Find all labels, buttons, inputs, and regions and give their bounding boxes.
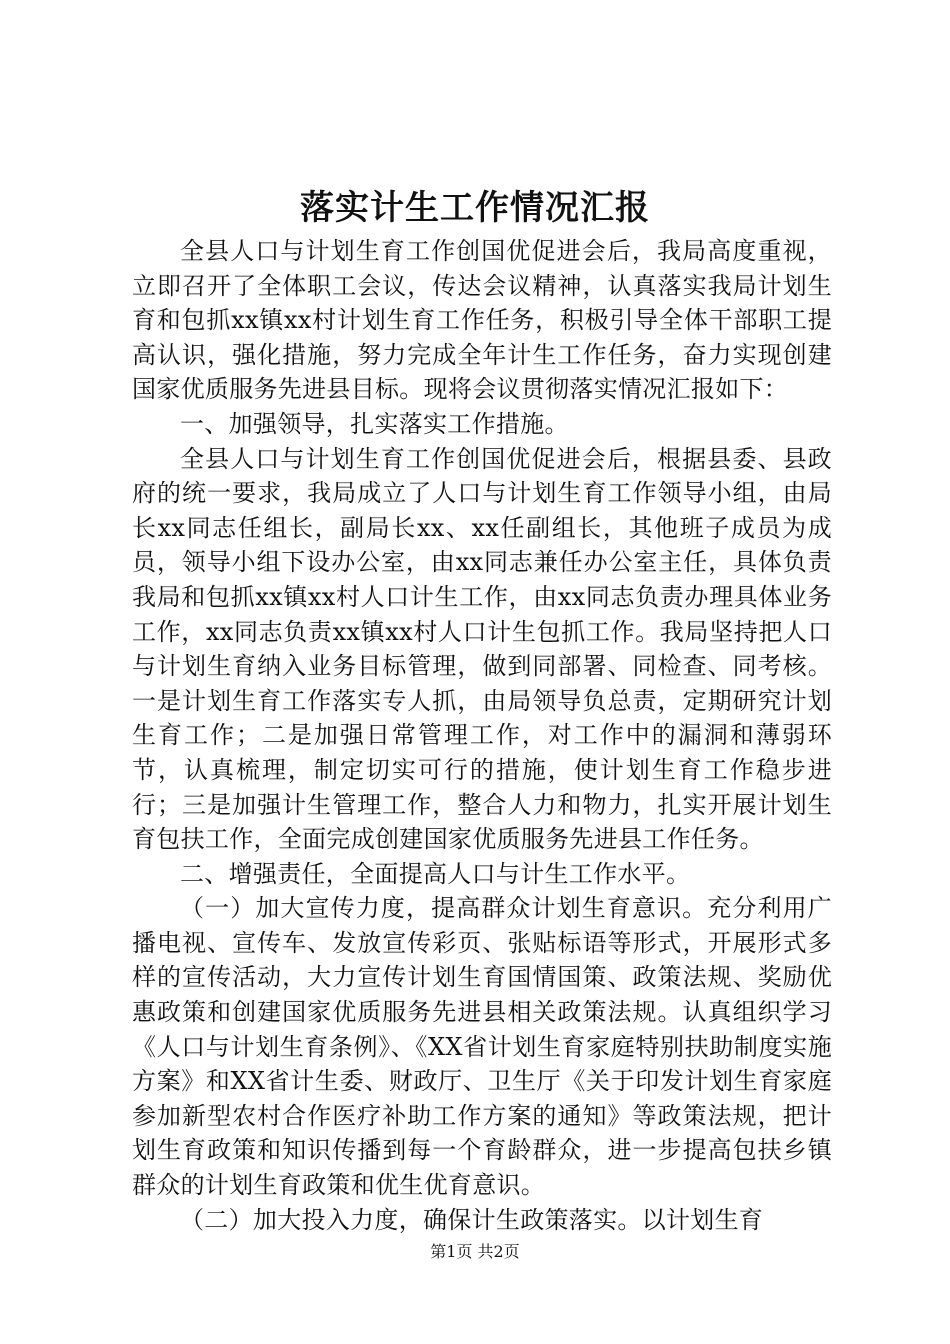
paragraph-heading-1: 一、加强领导，扎实落实工作措施。	[180, 409, 569, 438]
paragraph-heading-2: 二、增强责任，全面提高人口与计生工作水平。	[180, 859, 691, 888]
paragraph-subsection-1: （一）加大宣传力度，提高群众计划生育意识。充分利用广播电视、宣传车、发放宣传彩页、张贴标语等形式，开展形式多样的宣传活动，大力宣传计划生育国情国策、政策法规、奖励优惠政策和创建国家优质服务先进县相关政策法规。认真组织学习《人口与计划生育条例》、《XX省计划生育家庭特别扶助制度实施方案》和XX省计生委、财政厅、卫生厅《关于印发计划生育家庭参加新型农村合作医疗补助工作方案的通知》等政策法规，把计划生育政策和知识传播到每一个育龄群众，进一步提高包扶乡镇群众的计划生育政策和优生优育意识。	[132, 894, 832, 1200]
paragraph-intro: 全县人口与计划生育工作创国优促进会后，我局高度重视，立即召开了全体职工会议，传达会议精神，认真落实我局计划生育和包抓xx镇xx村计划生育工作任务，积极引导全体干部职工提高认识，强化措施，努力完成全年计生工作任务，奋力实现创建国家优质服务先进县目标。现将会议贯彻落实情况汇报如下：	[132, 237, 832, 404]
page-footer: 第1页 共2页	[430, 1242, 520, 1261]
paragraph-section-1: 全县人口与计划生育工作创国优促进会后，根据县委、县政府的统一要求，我局成立了人口与计划生育工作领导小组，由局长xx同志任组长，副局长xx、xx任副组长，其他班子成员为成员，领导小组下设办公室，由xx同志兼任办公室主任，具体负责我局和包抓xx镇xx村人口计生工作，由xx同志负责办理具体业务工作，xx同志负责xx镇xx村人口计生包抓工作。我局坚持把人口与计划生育纳入业务目标管理，做到同部署、同检查、同考核。一是计划生育工作落实专人抓，由局领导负总责，定期研究计划生育工作；二是加强日常管理工作，对工作中的漏洞和薄弱环节，认真梳理，制定切实可行的措施，使计划生育工作稳步进行；三是加强计生管理工作，整合人力和物力，扎实开展计划生育包扶工作，全面完成创建国家优质服务先进县工作任务。	[132, 444, 832, 854]
document-body	[132, 234, 832, 1237]
document-title: 落实计生工作情况汇报	[300, 188, 650, 228]
paragraph-subsection-2: （二）加大投入力度，确保计生政策落实。以计划生育	[180, 1205, 764, 1234]
